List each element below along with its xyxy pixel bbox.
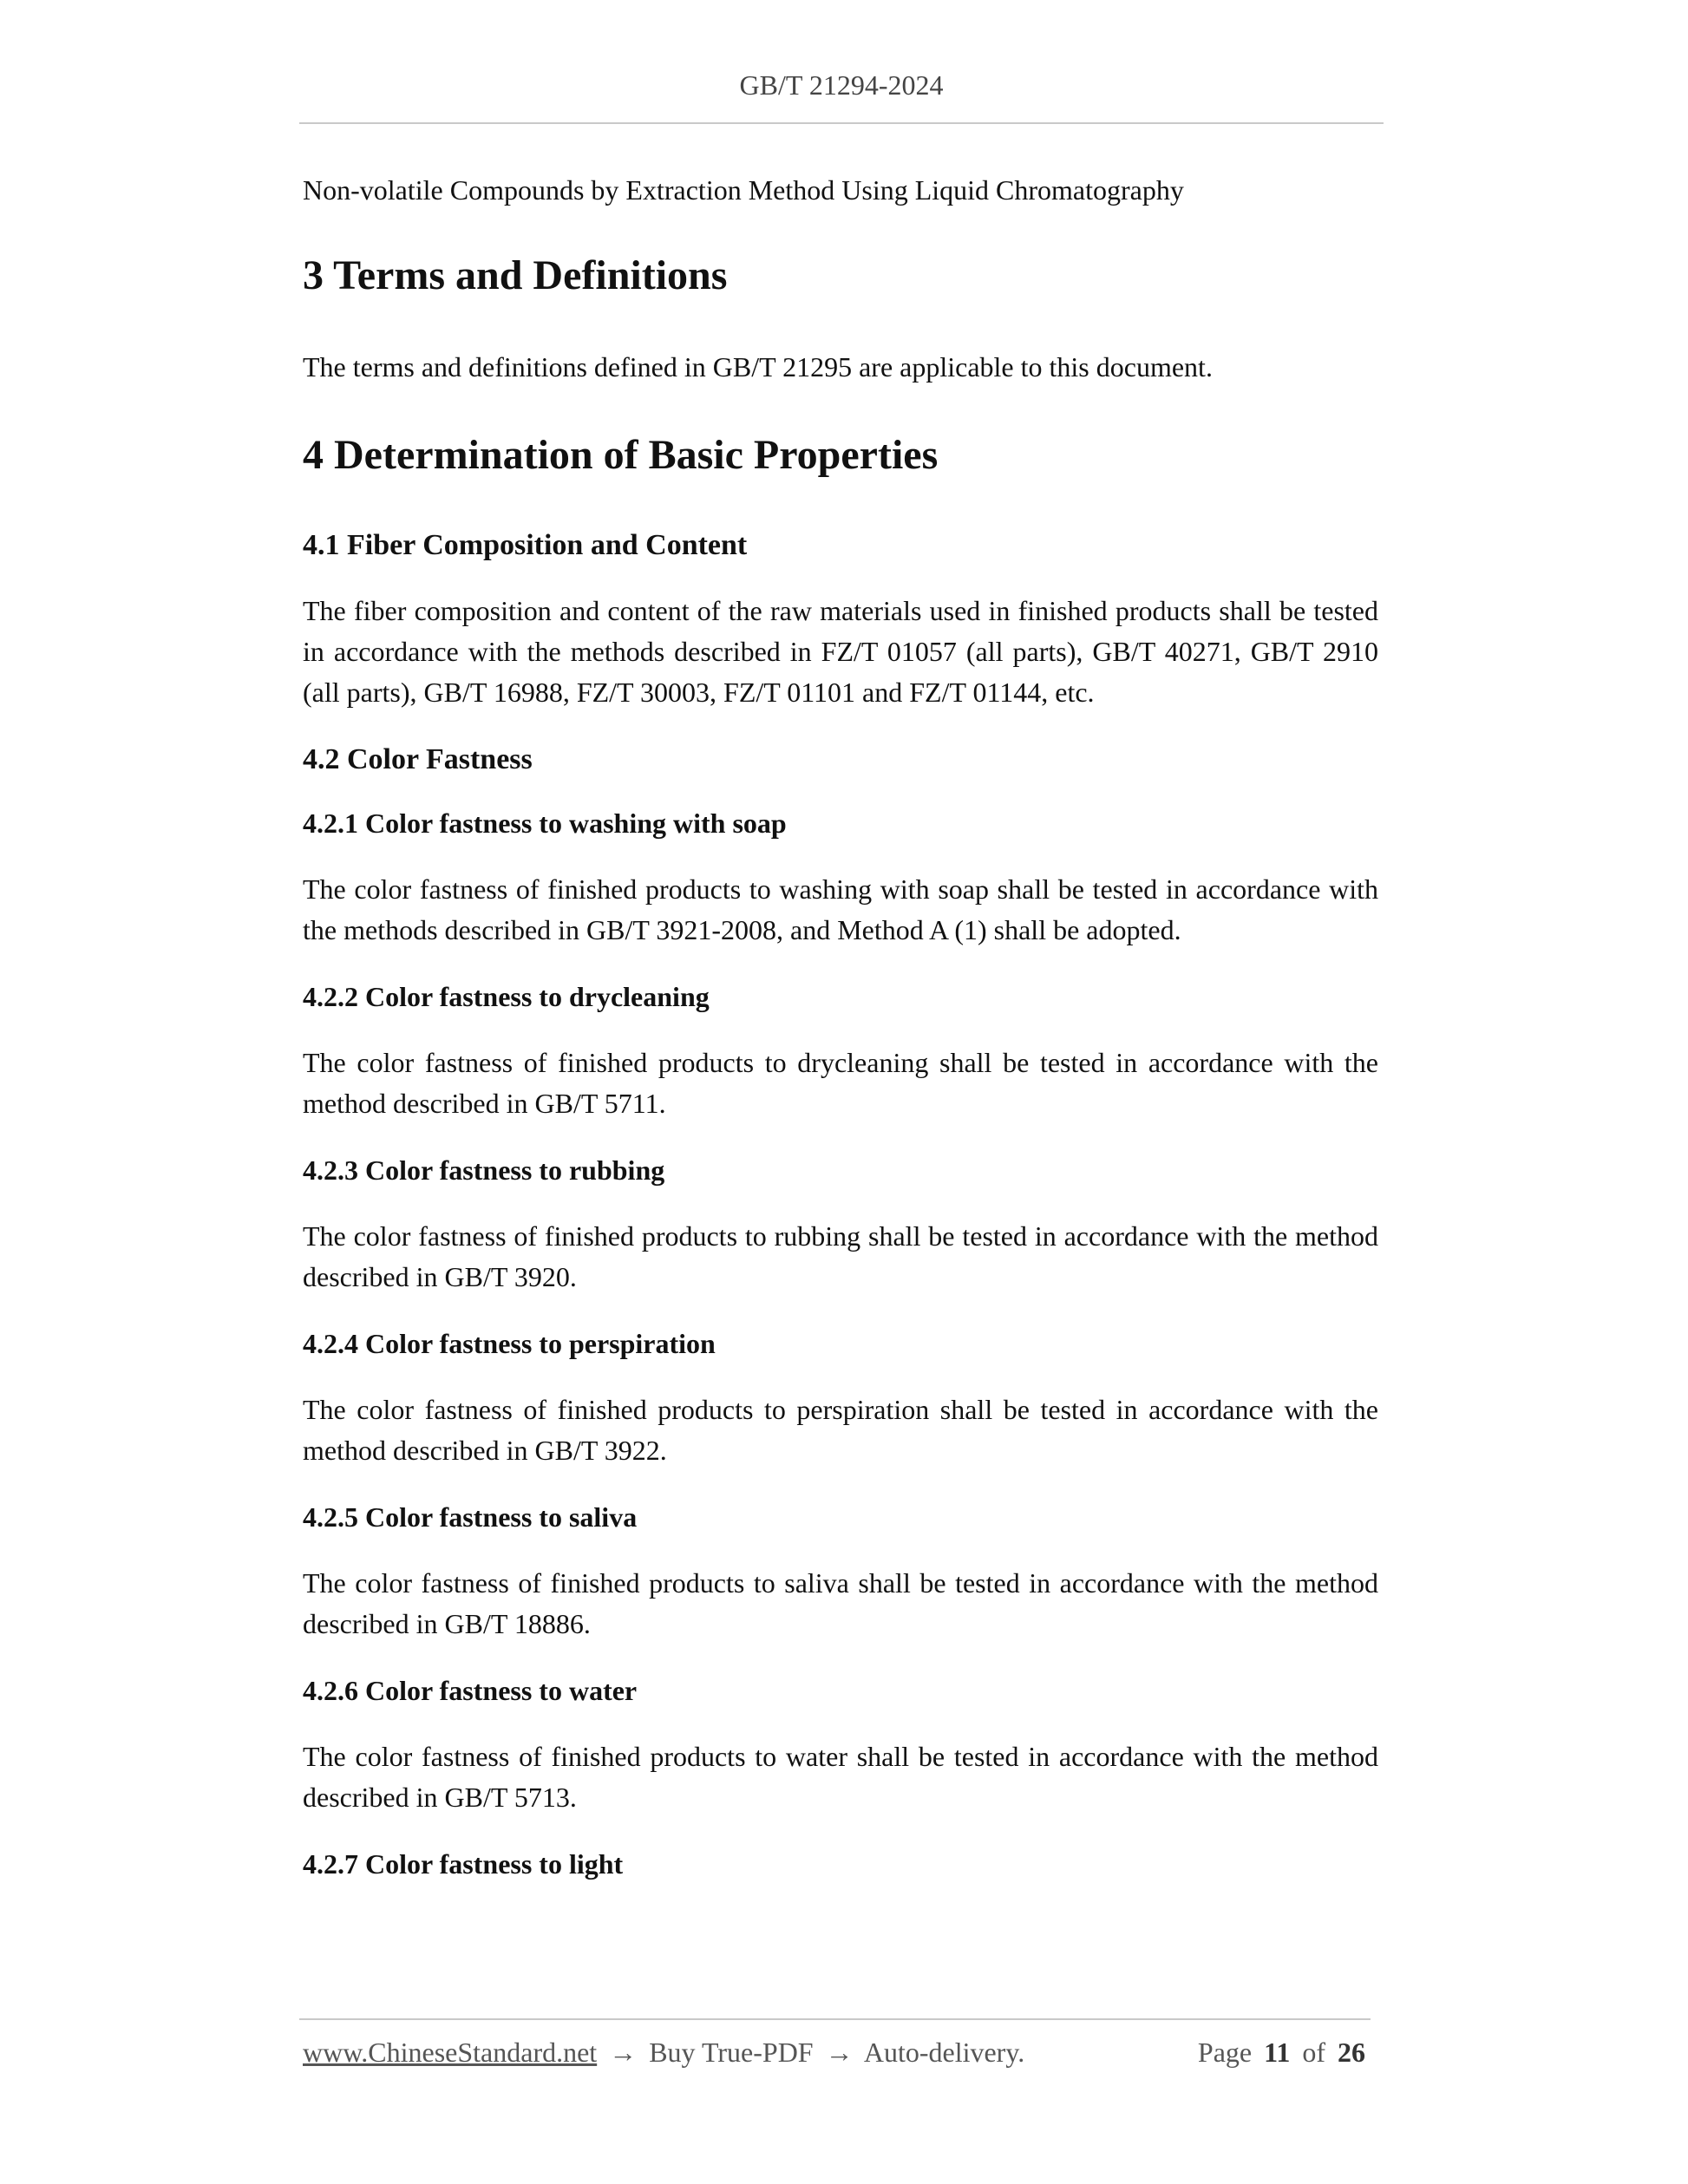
section-4-1-heading: 4.1 Fiber Composition and Content	[303, 529, 748, 561]
page-footer	[303, 2037, 1371, 2075]
section-4-2-6-heading: 4.2.6 Color fastness to water	[303, 1675, 638, 1706]
page-number	[1198, 2037, 1371, 2069]
section-4-2-2-heading: 4.2.2 Color fastness to drycleaning	[303, 981, 710, 1012]
section-4-2-3-heading: 4.2.3 Color fastness to rubbing	[303, 1154, 665, 1186]
section-4-2-1-heading: 4.2.1 Color fastness to washing with soap	[303, 808, 787, 839]
section-4-1-text: The fiber composition and content of the raw materials used in finished products shall be tested in accordance with the methods described in FZ/T 01057 (all parts), GB/T 40271, GB/T 2910 (all parts), GB/T 16988, FZ/T 30003, FZ/T 01101 and FZ/T 01144, etc.	[303, 595, 1378, 708]
page-label: Page	[1197, 2037, 1253, 2068]
page-of-label: of	[1302, 2037, 1325, 2068]
section-4-2-7-heading: 4.2.7 Color fastness to light	[303, 1848, 624, 1880]
section-4-2-4-heading: 4.2.4 Color fastness to perspiration	[303, 1328, 716, 1359]
section-3-text: The terms and definitions defined in GB/T 21295 are applicable to this document.	[303, 351, 1213, 383]
arrow-right-icon: →	[825, 2037, 854, 2068]
auto-delivery-text: Auto-delivery.	[863, 2037, 1025, 2068]
continued-reference-line: Non-volatile Compounds by Extraction Method Using Liquid Chromatography	[303, 174, 1184, 206]
buy-true-pdf-text: Buy True-PDF	[649, 2037, 814, 2068]
section-4-heading: 4 Determination of Basic Properties	[303, 432, 939, 478]
section-4-2-3-text: The color fastness of finished products to rubbing shall be tested in accordance with the method described in GB/T 3920.	[303, 1220, 1378, 1292]
page-current: 11	[1264, 2037, 1291, 2068]
website-link[interactable]: www.ChineseStandard.net	[303, 2037, 598, 2068]
document-body	[303, 170, 1378, 1882]
header-document-code: GB/T 21294-2024	[739, 69, 944, 101]
page-total: 26	[1338, 2037, 1365, 2068]
footer-promo	[303, 2037, 1024, 2069]
arrow-right-icon: →	[609, 2037, 638, 2068]
section-4-2-5-text: The color fastness of finished products to saliva shall be tested in accordance with the method described in GB/T 18886.	[303, 1567, 1378, 1639]
section-4-2-5-heading: 4.2.5 Color fastness to saliva	[303, 1501, 638, 1533]
section-4-2-1-text: The color fastness of finished products to washing with soap shall be tested in accordance with the methods described in GB/T 3921-2008, and Method A (1) shall be adopted.	[303, 873, 1378, 945]
section-4-2-4-text: The color fastness of finished products to perspiration shall be tested in accordance with the method described in GB/T 3922.	[303, 1394, 1378, 1466]
section-4-2-2-text: The color fastness of finished products to drycleaning shall be tested in accordance with the method described in GB/T 5711.	[303, 1047, 1378, 1119]
section-4-2-heading: 4.2 Color Fastness	[303, 743, 533, 775]
section-4-2-6-text: The color fastness of finished products to water shall be tested in accordance with the method described in GB/T 5713.	[303, 1741, 1378, 1813]
section-3-heading: 3 Terms and Definitions	[303, 252, 728, 298]
header-divider	[299, 122, 1384, 124]
footer-divider	[299, 2018, 1371, 2020]
